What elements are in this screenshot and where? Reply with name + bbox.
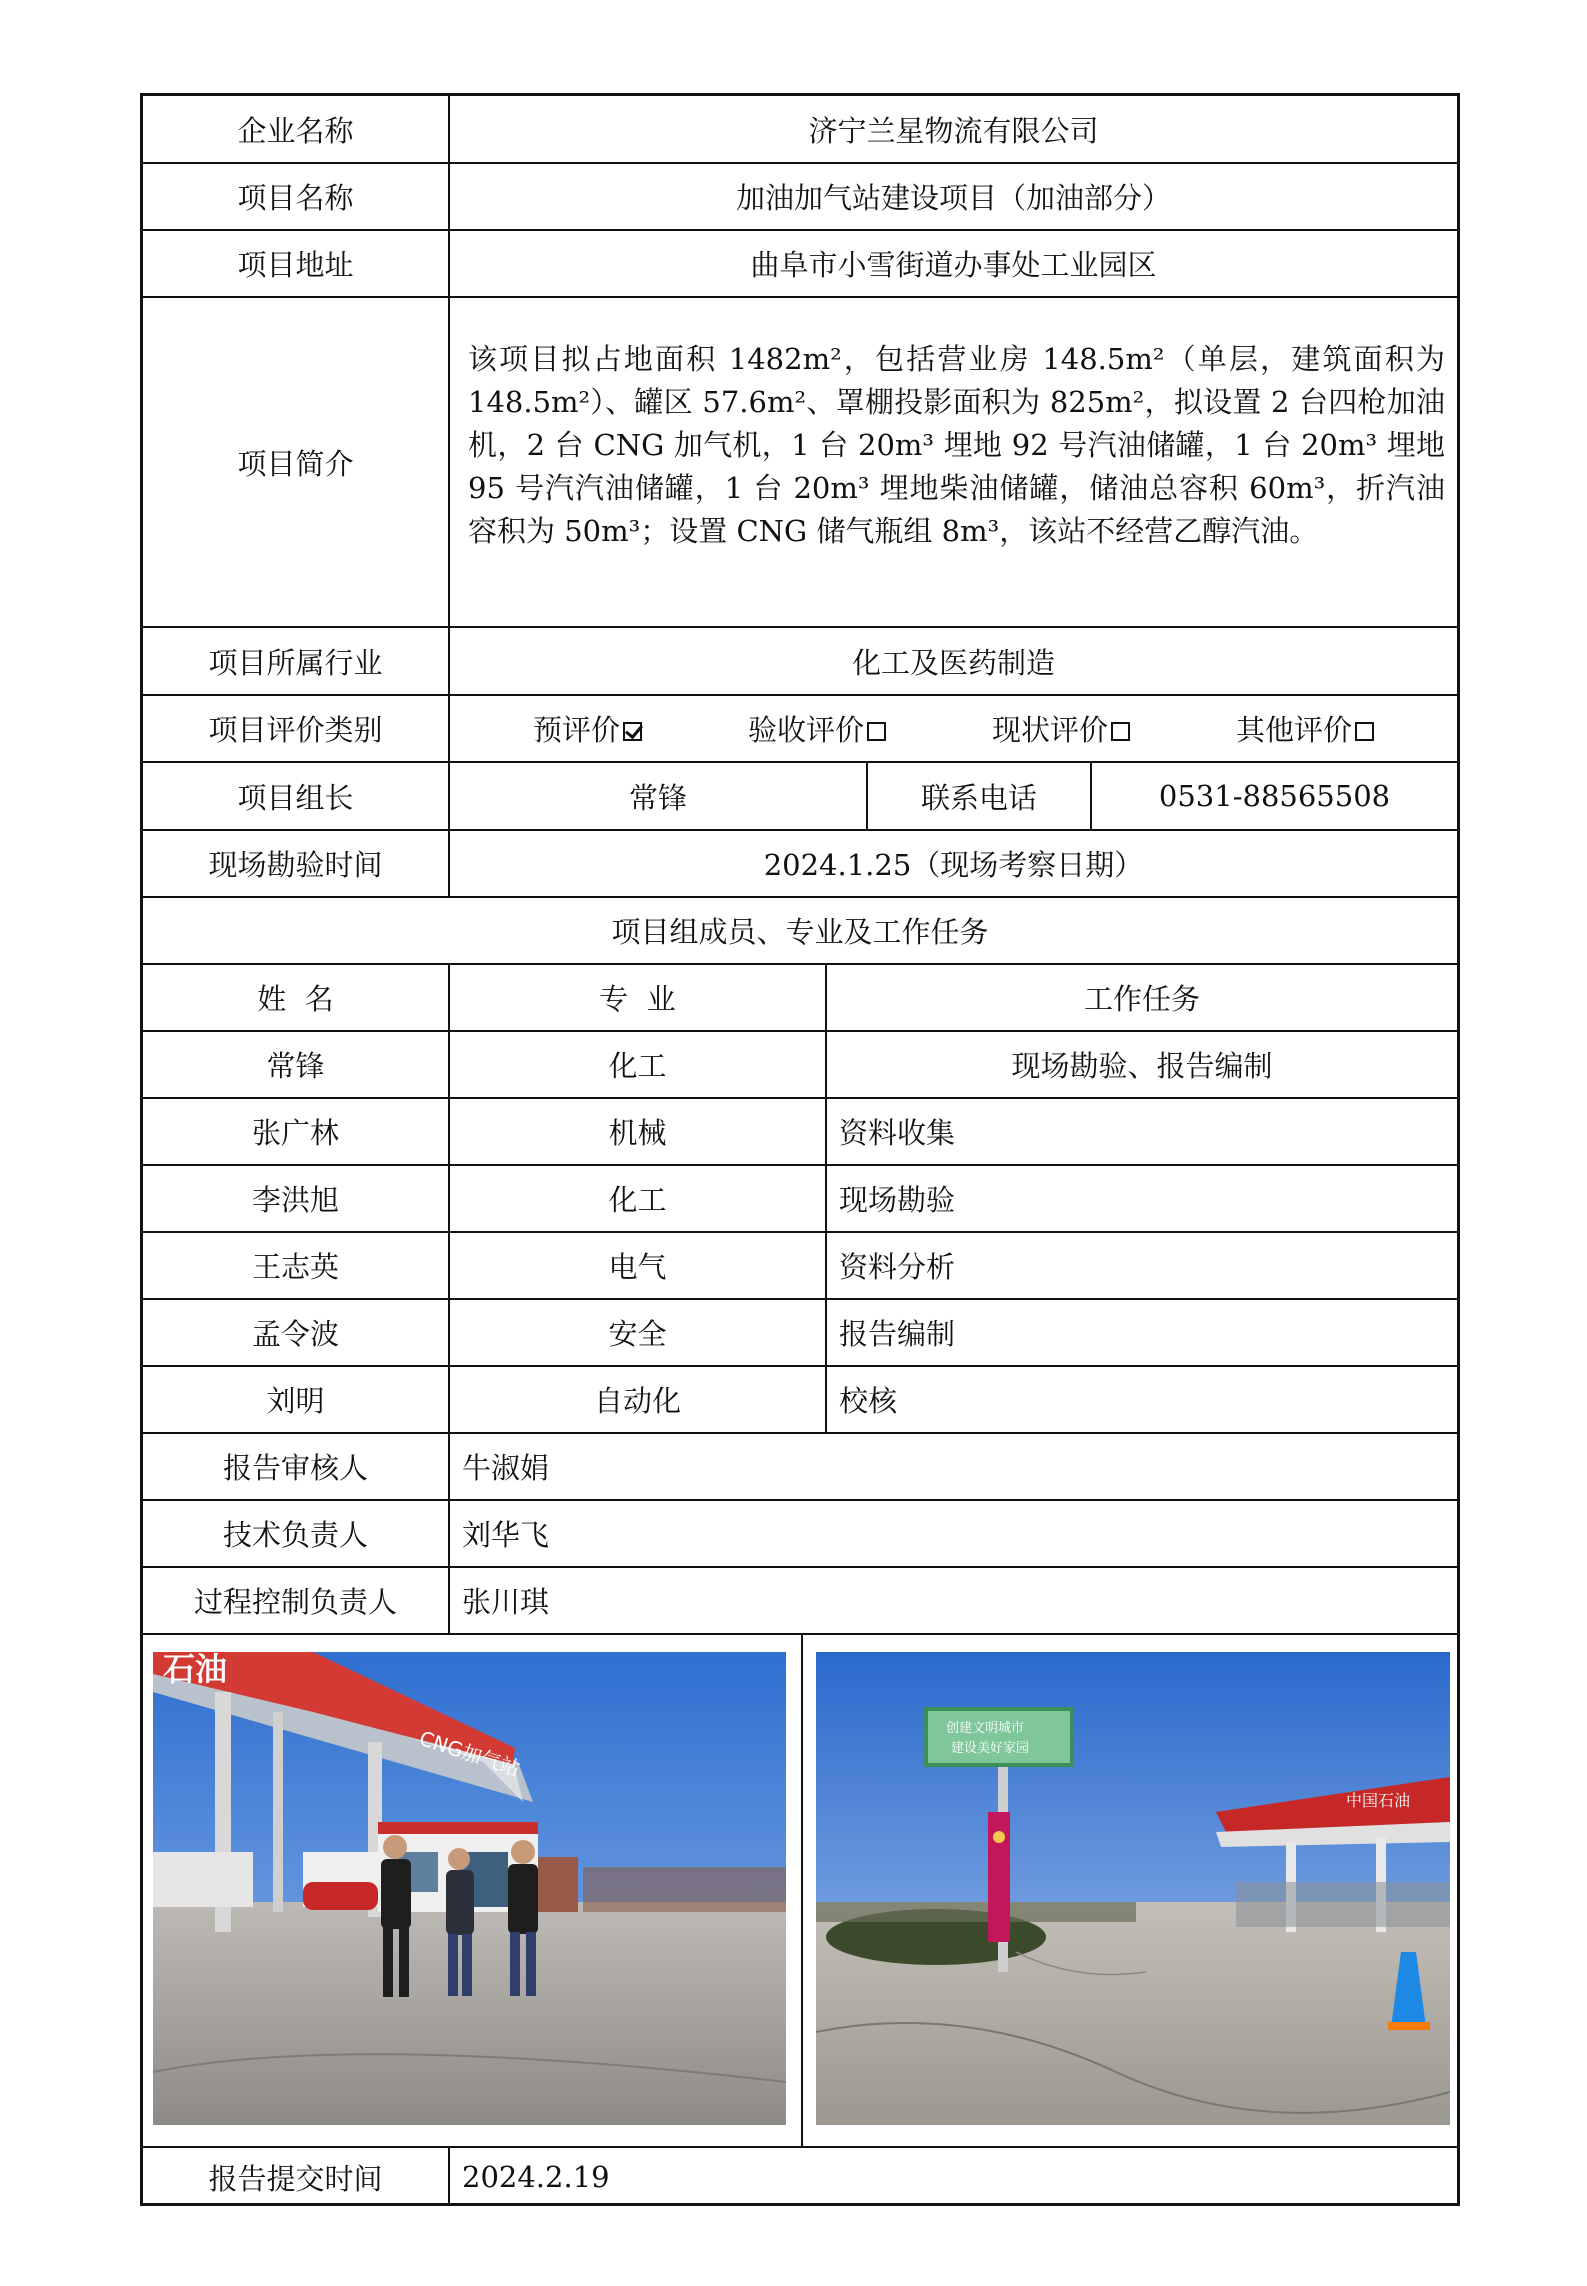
row-process-lead [143,1568,1457,1635]
member-name: 李洪旭 [251,1183,339,1217]
row-eval-type [143,696,1457,763]
label-industry: 项目所属行业 [208,645,383,680]
member-name: 常锋 [266,1049,325,1083]
eval-option-pre-label: 预评价 [532,713,620,747]
project-intro-text: 该项目拟占地面积 1482m²，包括营业房 148.5m²（单层，建筑面积为 148.5m²）、罐区 57.6m²、罩棚投影面积为 825m²，拟设置 2 台四枪加油机，2 台 CNG 加气机，1 台 20m³ 埋地 92 号汽油储罐，1 台 20m³ 埋地 95 号汽汽油储罐，1 台 20m³ 埋地柴油储罐，储油总容积 60m³，折汽油容积为 50m³；设置 CNG 储气瓶组 8m³，该站不经营乙醇汽油。 [468,342,1445,548]
header-task: 工作任务 [825,965,1457,1030]
table-row [143,1300,1457,1367]
member-name: 孟令波 [251,1317,339,1351]
table-row [143,1166,1457,1233]
table-row [143,1367,1457,1434]
value-reviewer: 牛淑娟 [448,1434,1457,1499]
row-project-address [143,231,1457,298]
row-submit-time [143,2148,1457,2206]
site-photo-station-image [816,1652,1450,2125]
label-project-name: 项目名称 [237,181,354,215]
value-phone: 0531-88565508 [1090,763,1457,829]
member-task: 资料分析 [825,1233,1457,1298]
eval-option-acceptance[interactable] [748,708,886,749]
members-header-row [143,965,1457,1032]
photo-divider [801,1635,803,2146]
eval-option-pre[interactable] [533,708,642,749]
member-task: 现场勘验 [825,1166,1457,1231]
value-project-address: 曲阜市小雪街道办事处工业园区 [448,231,1457,296]
value-project-name: 加油加气站建设项目（加油部分） [448,164,1457,229]
value-company: 济宁兰星物流有限公司 [448,96,1457,162]
member-major: 电气 [448,1233,825,1298]
member-name: 刘明 [266,1384,325,1418]
site-photo-team-image [153,1652,786,2125]
label-reviewer: 报告审核人 [222,1451,368,1485]
site-photo-team [153,1652,786,2125]
site-photo-station [816,1652,1450,2125]
checkbox-empty-icon[interactable] [1355,722,1374,741]
label-tech-lead: 技术负责人 [222,1518,368,1552]
sign-text-1: 石油 [163,1652,228,1688]
label-eval-type: 项目评价类别 [208,713,383,747]
billboard-text-1: 创建文明城市 [946,1721,1025,1736]
row-survey-time [143,831,1457,898]
eval-option-acceptance-label: 验收评价 [747,713,864,747]
label-process-lead: 过程控制负责人 [193,1585,397,1619]
member-major: 自动化 [448,1367,825,1432]
eval-option-status[interactable] [992,708,1130,749]
header-name: 姓 名 [257,982,334,1016]
value-survey-time: 2024.1.25（现场考察日期） [448,831,1457,896]
member-name: 王志英 [251,1250,339,1284]
members-title: 项目组成员、专业及工作任务 [611,915,989,949]
value-tech-lead: 刘华飞 [448,1501,1457,1566]
label-leader: 项目组长 [237,780,354,815]
checkbox-checked-icon[interactable] [623,722,642,741]
member-name: 张广林 [251,1116,339,1150]
member-major: 化工 [448,1032,825,1097]
member-task: 报告编制 [825,1300,1457,1365]
value-submit-time: 2024.2.19 [448,2148,1457,2206]
eval-option-other-label: 其他评价 [1235,713,1352,747]
label-submit-time: 报告提交时间 [208,2161,383,2196]
eval-options [448,696,1457,761]
member-task: 资料收集 [825,1099,1457,1164]
checkbox-empty-icon[interactable] [1111,722,1130,741]
label-phone: 联系电话 [866,763,1090,829]
member-major: 化工 [448,1166,825,1231]
row-industry [143,628,1457,696]
row-reviewer [143,1434,1457,1501]
billboard-text-2: 建设美好家园 [951,1741,1030,1756]
label-company: 企业名称 [237,113,354,148]
station-sign-text: 中国石油 [1346,1791,1411,1810]
value-project-intro [448,298,1457,626]
table-row [143,1032,1457,1099]
label-project-address: 项目地址 [237,248,354,282]
table-row [143,1233,1457,1300]
table-row [143,1099,1457,1166]
member-major: 机械 [448,1099,825,1164]
value-industry: 化工及医药制造 [448,628,1457,694]
row-site-photos [143,1635,1457,2148]
row-project-name [143,164,1457,231]
row-project-intro [143,298,1457,628]
row-tech-lead [143,1501,1457,1568]
checkbox-empty-icon[interactable] [867,722,886,741]
value-leader: 常锋 [448,763,866,829]
inspection-form [140,93,1460,2206]
row-members-title [143,898,1457,965]
eval-option-status-label: 现状评价 [991,713,1108,747]
row-leader [143,763,1457,831]
member-major: 安全 [448,1300,825,1365]
row-company [143,96,1457,164]
label-project-intro: 项目简介 [237,446,354,481]
label-survey-time: 现场勘验时间 [208,848,383,882]
member-task: 现场勘验、报告编制 [825,1032,1457,1097]
member-task: 校核 [825,1367,1457,1432]
sign-text-2: CNG加气站 [416,1725,524,1782]
value-process-lead: 张川琪 [448,1568,1457,1633]
eval-option-other[interactable] [1236,708,1374,749]
header-major: 专 业 [448,965,825,1030]
